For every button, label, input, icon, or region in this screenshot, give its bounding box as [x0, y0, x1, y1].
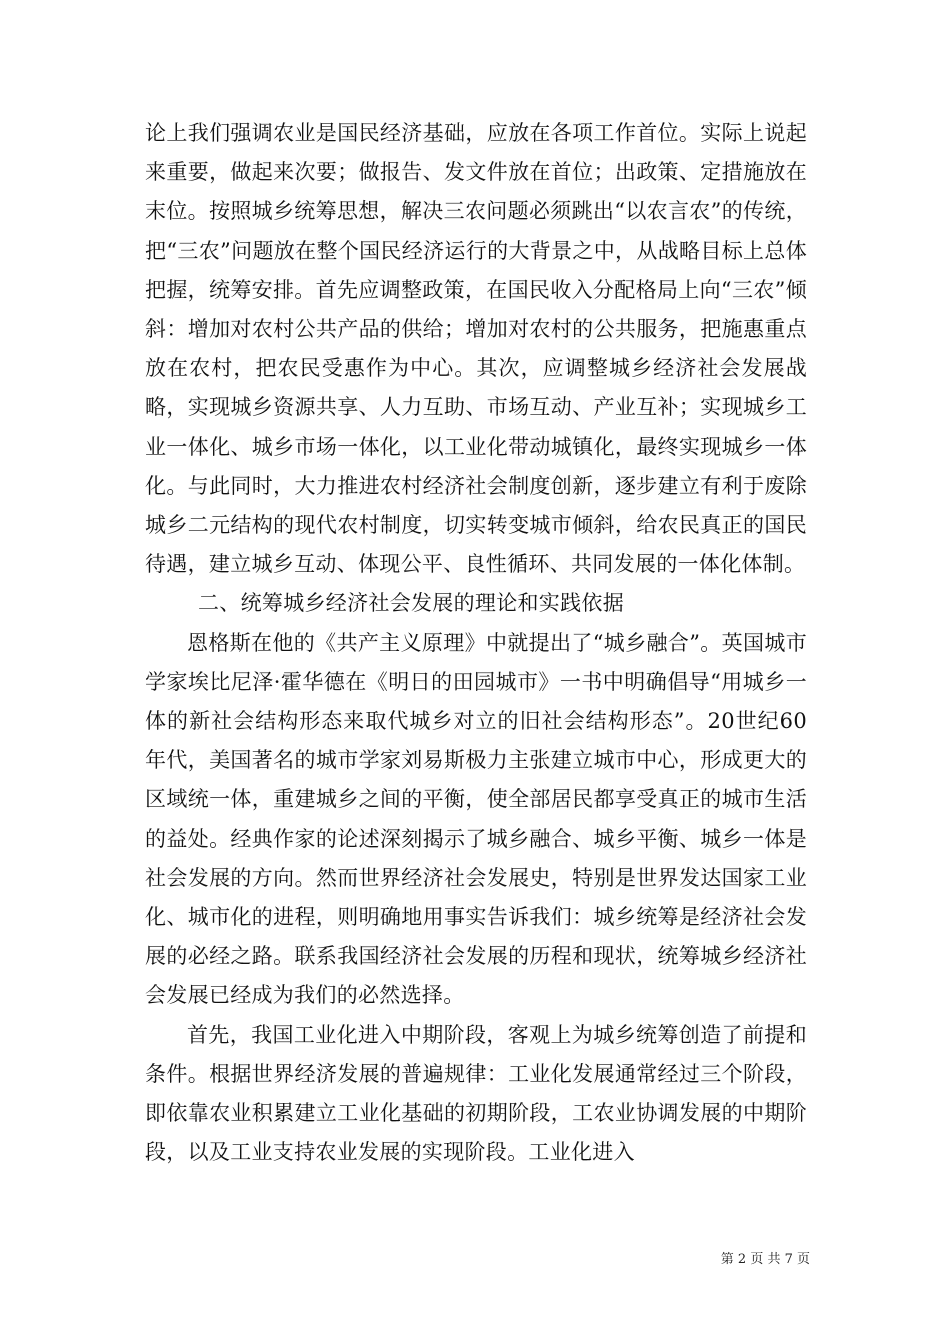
document-body	[145, 114, 807, 1172]
body-paragraph-3: 首先，我国工业化进入中期阶段，客观上为城乡统筹创造了前提和条件。根据世界经济发展的普遍规律：工业化发展通常经过三个阶段，即依靠农业积累建立工业化基础的初期阶段，工农业协调发展的中期阶段，以及工业支持农业发展的实现阶段。工业化进入	[145, 1022, 807, 1165]
body-paragraph-2: 恩格斯在他的《共产主义原理》中就提出了“城乡融合”。英国城市学家埃比尼泽·霍华德在《明日的田园城市》一书中明确倡导“用城乡一体的新社会结构形态来取代城乡对立的旧社会结构形态”。20世纪60年代，美国著名的城市学家刘易斯极力主张建立城市中心，形成更大的区域统一体，重建城乡之间的平衡，使全部居民都享受真正的城市生活的益处。经典作家的论述深刻揭示了城乡融合、城乡平衡、城乡一体是社会发展的方向。然而世界经济社会发展史，特别是世界发达国家工业化、城市化的进程，则明确地用事实告诉我们：城乡统筹是经济社会发展的必经之路。联系我国经济社会发展的历程和现状，统筹城乡经济社会发展已经成为我们的必然选择。	[145, 630, 807, 1008]
section-heading: 二、统筹城乡经济社会发展的理论和实践依据	[198, 591, 624, 616]
body-paragraph-1: 论上我们强调农业是国民经济基础，应放在各项工作首位。实际上说起来重要，做起来次要；做报告、发文件放在首位；出政策、定措施放在末位。按照城乡统筹思想，解决三农问题必须跳出“以农言农”的传统，把“三农”问题放在整个国民经济运行的大背景之中，从战略目标上总体把握，统筹安排。首先应调整政策，在国民收入分配格局上向“三农”倾斜：增加对农村公共产品的供给；增加对农村的公共服务，把施惠重点放在农村，把农民受惠作为中心。其次，应调整城乡经济社会发展战略，实现城乡资源共享、人力互助、市场互动、产业互补；实现城乡工业一体化、城乡市场一体化，以工业化带动城镇化，最终实现城乡一体化。与此同时，大力推进农村经济社会制度创新，逐步建立有利于废除城乡二元结构的现代农村制度，切实转变城市倾斜，给农民真正的国民待遇，建立城乡互动、体现公平、良性循环、共同发展的一体化体制。	[145, 121, 807, 577]
page-number-footer: 第 2 页 共 7 页	[720, 1252, 810, 1267]
